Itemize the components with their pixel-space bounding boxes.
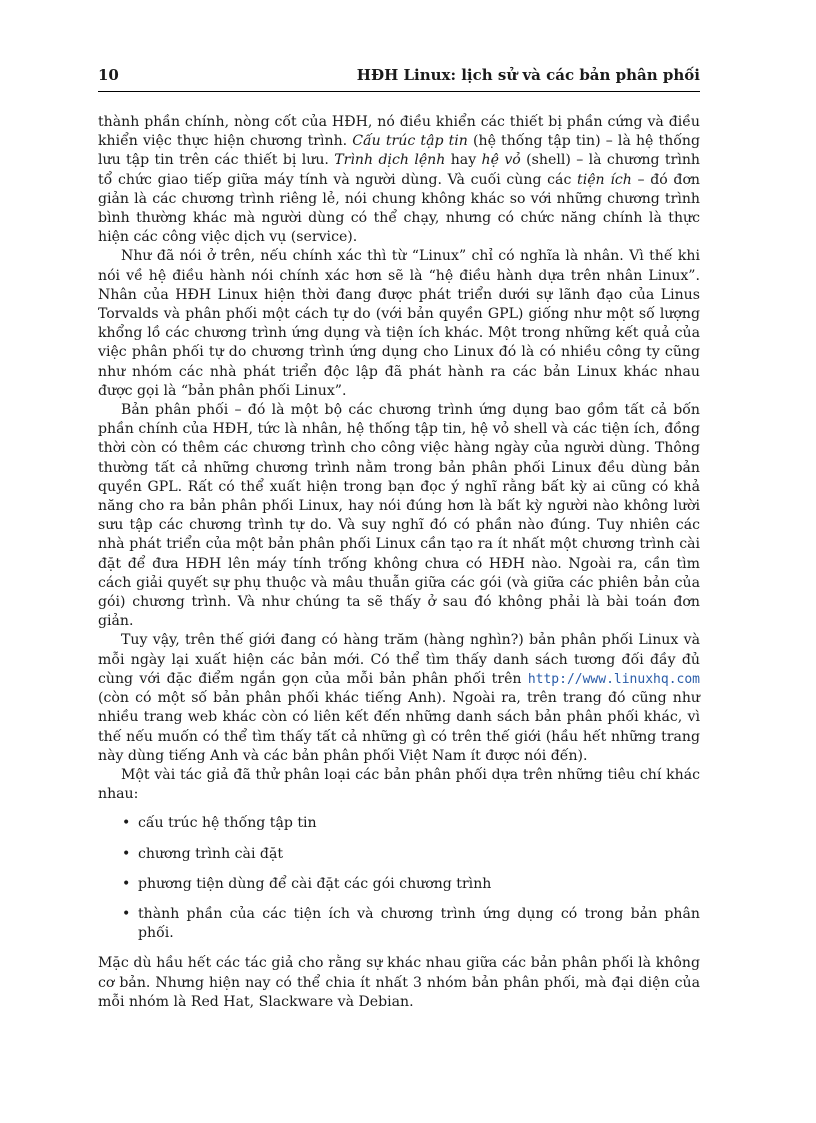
p4-text-b: (còn có một số bản phân phối khác tiếng Anh). Ngoài ra, trên trang đó cũng như nhiều trang web khác còn có liên kết đến những danh sách bản phân phối khác, vì thế nếu muốn có thể tìm thấy tất cả những gì có trên thế giới (hầu hết những trang này dùng tiếng Anh và các bản phân phối Việt Nam ít được nói đến).	[98, 690, 700, 764]
list-item: • chương trình cài đặt	[98, 845, 700, 864]
bullet-icon: •	[122, 845, 131, 862]
term-command-interpreter: Trình dịch lệnh	[334, 152, 446, 169]
page-body	[98, 113, 700, 1012]
header-rule	[98, 91, 700, 92]
p1-text-c: (hệ thống tập tin) – là hệ thống lưu tập tin trên các thiết bị lưu.	[98, 133, 700, 169]
paragraph-3: Bản phân phối – đó là một bộ các chương trình ứng dụng bao gồm tất cả bốn phần chính của HĐH, tức là nhân, hệ thống tập tin, hệ vỏ shell và các tiện ích, đồng thời còn có thêm các chương trình cho công việc hàng ngày của người dùng. Thông thường tất cả những chương trình nằm trong bản phân phối Linux đều dùng bản quyền GPL. Rất có thể xuất hiện trong bạn đọc ý nghĩ rằng bất kỳ ai cũng có khả năng cho ra bản phân phối Linux, hay nói đúng hơn là bất kỳ người nào không lười sưu tập các chương trình tự do. Và suy nghĩ đó có phần nào đúng. Tuy nhiên các nhà phát triển của một bản phân phối Linux cần tạo ra ít nhất một chương trình cài đặt để đưa HĐH lên máy tính trống không chưa có HĐH nào. Ngoài ra, cần tìm cách giải quyết sự phụ thuộc và mâu thuẫn giữa các gói (và giữa các phiên bản của gói) chương trình. Và như chúng ta sẽ thấy ở sau đó không phải là bài toán đơn giản.	[98, 402, 700, 630]
paragraph-5: Một vài tác giả đã thử phân loại các bản phân phối dựa trên những tiêu chí khác nhau:	[98, 766, 700, 803]
list-item: • phương tiện dùng để cài đặt các gói chương trình	[98, 875, 700, 894]
list-item: • cấu trúc hệ thống tập tin	[98, 814, 700, 833]
bullet-icon: •	[122, 905, 131, 922]
p1-text-e: hay	[445, 152, 482, 169]
chapter-title: HĐH Linux: lịch sử và các bản phân phối	[356, 66, 700, 84]
paragraph-4	[98, 631, 700, 765]
p1-text-i: – đó đơn giản là các chương trình riêng lẻ, nói chung không khác so với những chương trình bình thường khác mà người dùng có thể chạy, nhưng có chức năng chính là thực hiện các công việc dịch vụ (service).	[98, 171, 701, 246]
term-file-structure: Cấu trúc tập tin	[352, 133, 468, 150]
criteria-list	[98, 814, 700, 943]
paragraph-2: Như đã nói ở trên, nếu chính xác thì từ “Linux” chỉ có nghĩa là nhân. Vì thế khi nói về hệ điều hành nói chính xác hơn sẽ là “hệ điều hành dựa trên nhân Linux”. Nhân của HĐH Linux hiện thời đang được phát triển dưới sự lãnh đạo của Linus Torvalds và phân phối một cách tự do (với bản quyền GPL) giống như một số lượng khổng lồ các chương trình ứng dụng và tiện ích khác. Một trong những kết quả của việc phân phối tự do chương trình ứng dụng cho Linux đó là có nhiều công ty cũng như nhóm các nhà phát triển độc lập đã phát hành ra các bản Linux khác nhau được gọi là “bản phân phối Linux”.	[98, 248, 700, 399]
bullet-icon: •	[122, 875, 131, 892]
term-utilities: tiện ích	[577, 171, 632, 188]
page-number: 10	[98, 66, 119, 84]
p4-text-a: Tuy vậy, trên thế giới đang có hàng trăm (hàng nghìn?) bản phân phối Linux và mỗi ngày lại xuất hiện các bản mới. Có thể tìm thấy danh sách tương đối đầy đủ cùng với đặc điểm ngắn gọn của mỗi bản phân phối trên	[98, 632, 700, 687]
p1-text-g: (shell) – là chương trình tổ chức giao tiếp giữa máy tính và người dùng. Và cuối cùng các	[98, 152, 700, 188]
bullet-icon: •	[122, 815, 131, 832]
term-shell: hệ vỏ	[481, 152, 521, 169]
page-header	[98, 66, 700, 88]
p1-text-a: thành phần chính, nòng cốt của HĐH, nó điều khiển các thiết bị phần cứng và điều khiển việc thực hiện chương trình.	[98, 114, 700, 150]
list-item: • thành phần của các tiện ích và chương trình ứng dụng có trong bản phân phối.	[122, 905, 700, 942]
linuxhq-link[interactable]: http://www.linuxhq.com	[527, 671, 700, 687]
paragraph-6: Mặc dù hầu hết các tác giả cho rằng sự khác nhau giữa các bản phân phối là không cơ bản. Nhưng hiện nay có thể chia ít nhất 3 nhóm bản phân phối, mà đại diện của mỗi nhóm là Red Hat, Slackware và Debian.	[98, 955, 700, 1010]
paragraph-1	[98, 113, 700, 247]
